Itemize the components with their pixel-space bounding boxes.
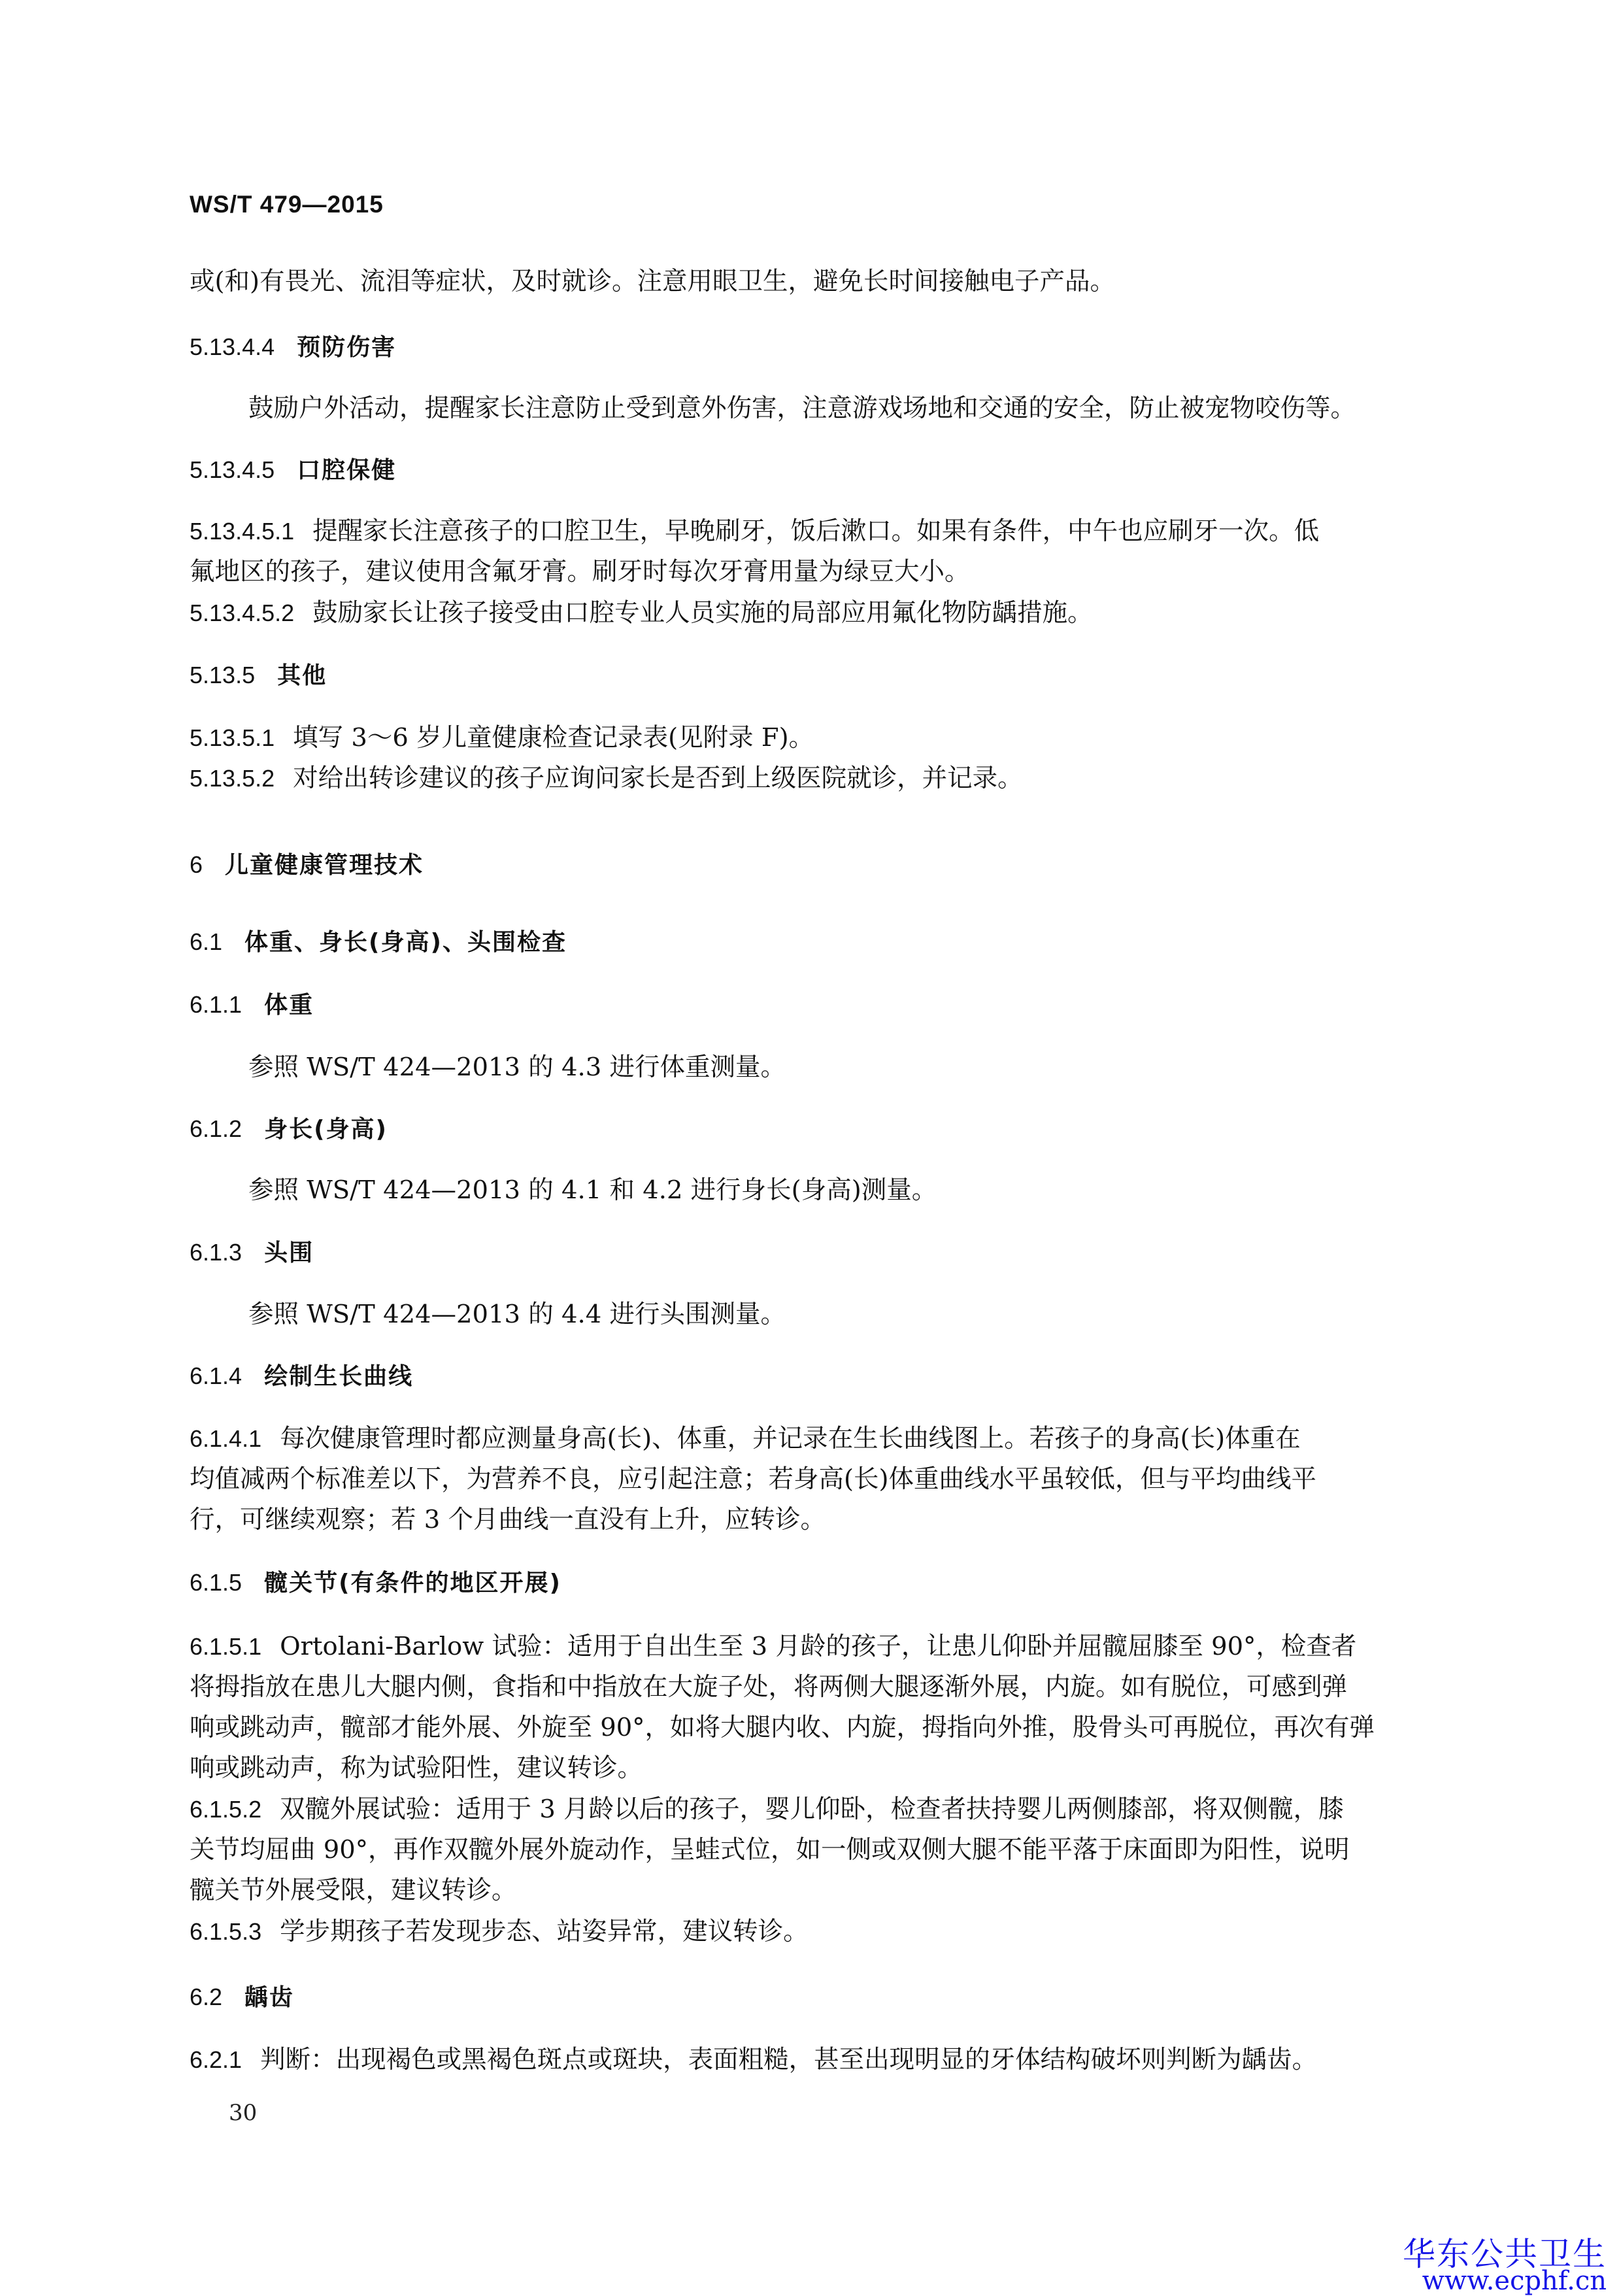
line-text: 氟地区的孩子，建议使用含氟牙膏。刷牙时每次牙膏用量为绿豆大小。 [190, 557, 970, 586]
line-text: 对给出转诊建议的孩子应询问家长是否到上级医院就诊，并记录。 [293, 764, 1023, 793]
clause-number: 5.13.4.5.1 [190, 518, 295, 545]
paragraph-line [190, 1713, 1454, 1743]
clause-number: 6.1.5.2 [190, 1796, 262, 1823]
watermark-url: www.ecphf.cn [1422, 2266, 1607, 2296]
clause-number: 5.13.4.5 [190, 456, 275, 483]
heading-text: 其他 [277, 662, 327, 689]
line-text: 将拇指放在患儿大腿内侧，食指和中指放在大旋子处，将两侧大腿逐渐外展，内旋。如有脱位，可感到弹 [190, 1672, 1348, 1702]
paragraph-line [248, 1175, 1513, 1206]
clause-number: 5.13.5.2 [190, 765, 275, 792]
clause-number: 6.1.2 [190, 1115, 242, 1142]
section-heading [190, 1568, 1454, 1598]
paragraph-line [190, 1876, 1454, 1906]
line-text: 鼓励家长让孩子接受由口腔专业人员实施的局部应用氟化物防龋措施。 [312, 598, 1093, 628]
paragraph-line [190, 267, 1454, 297]
paragraph-line [190, 1424, 1454, 1454]
paragraph-line [190, 1795, 1454, 1825]
section-heading [190, 1114, 1454, 1145]
line-text: 参照 WS/T 424—2013 的 4.3 进行体重测量。 [248, 1053, 786, 1082]
paragraph-line [248, 1300, 1513, 1330]
line-text: 填写 3～6 岁儿童健康检查记录表(见附录 F)。 [293, 723, 814, 752]
heading-text: 绘制生长曲线 [264, 1363, 414, 1390]
paragraph-line [190, 557, 1454, 587]
paragraph-line [190, 1753, 1454, 1783]
clause-number: 6.2.1 [190, 2046, 242, 2073]
clause-number: 5.13.4.5.2 [190, 599, 295, 626]
line-text: 髋关节外展受限，建议转诊。 [190, 1876, 517, 1905]
heading-text: 体重、身长(身高)、头围检查 [244, 929, 567, 956]
heading-text: 体重 [264, 992, 314, 1019]
section-heading [190, 990, 1454, 1021]
clause-number: 6.1.4 [190, 1362, 242, 1389]
line-text: 响或跳动声，称为试验阳性，建议转诊。 [190, 1753, 643, 1783]
heading-text: 口腔保健 [297, 457, 397, 484]
line-text: 行，可继续观察；若 3 个月曲线一直没有上升，应转诊。 [190, 1505, 826, 1534]
page-number: 30 [229, 2100, 258, 2126]
clause-number: 6.1.3 [190, 1239, 242, 1266]
paragraph-line [190, 1835, 1454, 1865]
section-heading [190, 660, 1454, 691]
line-text: 参照 WS/T 424—2013 的 4.1 和 4.2 进行身长(身高)测量。 [248, 1175, 937, 1205]
line-text: 响或跳动声，髋部才能外展、外旋至 90°，如将大腿内收、内旋，拇指向外推，股骨头可再脱位，再次有弹 [190, 1713, 1375, 1742]
line-text: Ortolani-Barlow 试验：适用于自出生至 3 月龄的孩子，让患儿仰卧并屈髋屈膝至 90°，检查者 [280, 1632, 1357, 1661]
clause-number: 6.1.5 [190, 1569, 242, 1596]
paragraph-line [190, 1505, 1454, 1535]
heading-text: 儿童健康管理技术 [225, 852, 424, 879]
clause-number: 5.13.5 [190, 662, 256, 688]
paragraph-line [248, 1053, 1513, 1083]
line-text: 双髋外展试验：适用于 3 月龄以后的孩子，婴儿仰卧，检查者扶持婴儿两侧膝部，将双侧髋，膝 [280, 1795, 1344, 1824]
paragraph-line [190, 1632, 1454, 1662]
heading-text: 头围 [264, 1240, 314, 1266]
line-text: 或(和)有畏光、流泪等症状，及时就诊。注意用眼卫生，避免长时间接触电子产品。 [190, 267, 1116, 296]
clause-number: 6.1.4.1 [190, 1425, 262, 1452]
clause-number: 5.13.5.1 [190, 724, 275, 751]
watermark-name: 华东公共卫生 [1403, 2235, 1607, 2273]
line-text: 均值减两个标准差以下，为营养不良，应引起注意；若身高(长)体重曲线水平虽较低，但与平均曲线平 [190, 1464, 1317, 1494]
paragraph-line [190, 764, 1454, 794]
clause-number: 6.1.1 [190, 991, 242, 1018]
line-text: 学步期孩子若发现步态、站姿异常，建议转诊。 [280, 1917, 809, 1946]
heading-text: 预防伤害 [297, 334, 397, 361]
line-text: 关节均屈曲 90°，再作双髋外展外旋动作，呈蛙式位，如一侧或双侧大腿不能平落于床面即为阳性，说明 [190, 1835, 1350, 1865]
clause-number: 6.1.5.1 [190, 1633, 262, 1660]
clause-number: 6.1 [190, 928, 223, 955]
paragraph-line [190, 723, 1454, 753]
clause-number: 6.2 [190, 1984, 223, 2010]
section-heading [190, 1361, 1454, 1392]
section-heading [190, 927, 1454, 958]
standard-code-header: WS/T 479—2015 [190, 191, 384, 218]
paragraph-line [190, 2045, 1454, 2075]
paragraph-line [190, 1672, 1454, 1702]
section-heading [190, 850, 1454, 881]
clause-number: 6.1.5.3 [190, 1918, 262, 1945]
paragraph-line [248, 394, 1513, 424]
line-text: 每次健康管理时都应测量身高(长)、体重，并记录在生长曲线图上。若孩子的身高(长)体重在 [280, 1424, 1301, 1453]
heading-text: 髋关节(有条件的地区开展) [264, 1570, 561, 1596]
section-heading [190, 455, 1454, 486]
line-text: 鼓励户外活动，提醒家长注意防止受到意外伤害，注意游戏场地和交通的安全，防止被宠物咬伤等。 [248, 394, 1356, 423]
clause-number: 5.13.4.4 [190, 333, 275, 360]
line-text: 参照 WS/T 424—2013 的 4.4 进行头围测量。 [248, 1300, 786, 1329]
section-heading [190, 1982, 1454, 2013]
heading-text: 龋齿 [244, 1984, 295, 2011]
section-heading [190, 332, 1454, 363]
section-heading [190, 1238, 1454, 1268]
paragraph-line [190, 598, 1454, 628]
clause-number: 6 [190, 851, 203, 878]
heading-text: 身长(身高) [264, 1116, 388, 1143]
line-text: 提醒家长注意孩子的口腔卫生，早晚刷牙，饭后漱口。如果有条件，中午也应刷牙一次。低 [312, 516, 1320, 546]
paragraph-line [190, 516, 1454, 547]
paragraph-line [190, 1464, 1454, 1494]
line-text: 判断：出现褐色或黑褐色斑点或斑块，表面粗糙，甚至出现明显的牙体结构破坏则判断为龋齿。 [260, 2045, 1318, 2074]
paragraph-line [190, 1917, 1454, 1947]
